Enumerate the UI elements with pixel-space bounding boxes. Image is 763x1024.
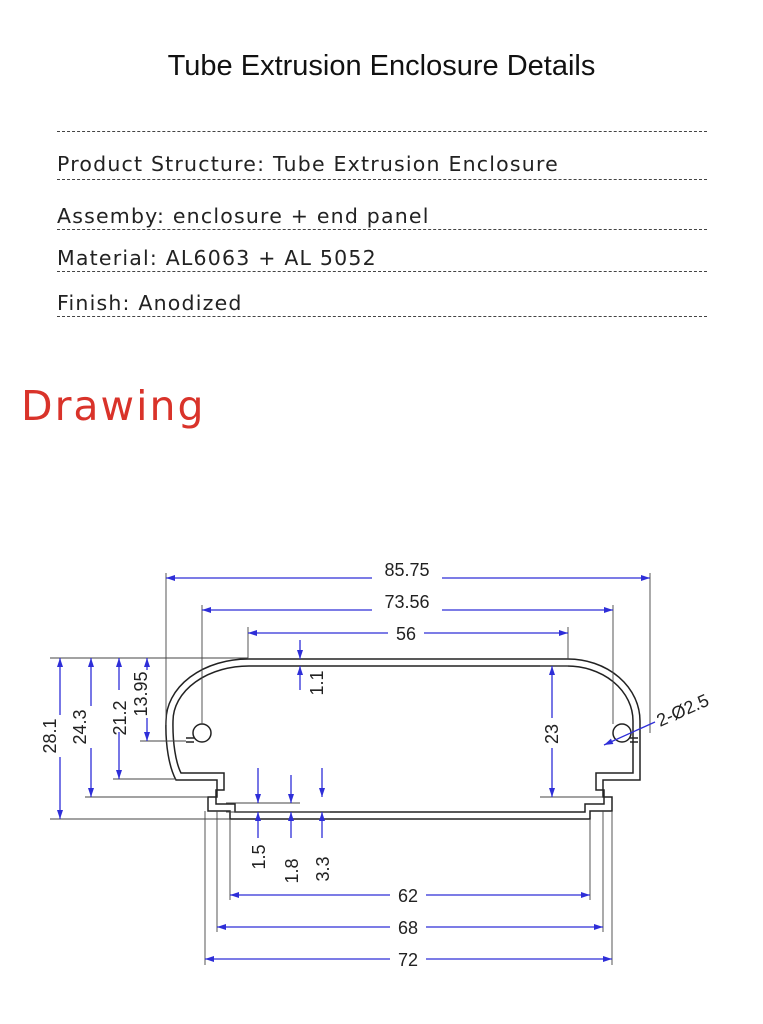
dim-slot-3-3: 3.3 bbox=[313, 856, 333, 882]
technical-drawing bbox=[0, 520, 763, 980]
dim-overall-width: 85.75 bbox=[384, 560, 430, 580]
spec-structure: Product Structure: Tube Extrusion Enclosure bbox=[57, 152, 559, 176]
divider bbox=[57, 131, 707, 132]
screw-hole-left bbox=[193, 724, 211, 742]
dim-bottom-inner: 62 bbox=[397, 886, 419, 906]
dim-inner-width: 73.56 bbox=[384, 592, 430, 612]
dim-screw-holes: 2-Ø2.5 bbox=[653, 690, 712, 731]
drawing-heading: Drawing bbox=[21, 382, 206, 430]
dim-slot-1-5: 1.5 bbox=[249, 844, 269, 870]
dimension-labels bbox=[40, 560, 712, 971]
divider bbox=[57, 229, 707, 230]
dim-height-13-95: 13.95 bbox=[131, 671, 151, 717]
divider bbox=[57, 179, 707, 180]
dim-inner-height: 23 bbox=[542, 723, 562, 745]
divider bbox=[57, 271, 707, 272]
spec-material: Material: AL6063 + AL 5052 bbox=[57, 246, 377, 270]
enclosure-profile bbox=[166, 659, 640, 819]
dim-slot-1-8: 1.8 bbox=[282, 858, 302, 884]
dim-bottom-outer: 72 bbox=[397, 950, 419, 970]
dim-flat-top: 56 bbox=[395, 624, 417, 644]
page-title: Tube Extrusion Enclosure Details bbox=[167, 50, 596, 82]
dim-wall-top: 1.1 bbox=[307, 670, 327, 696]
dim-height-24-3: 24.3 bbox=[70, 709, 90, 745]
dim-bottom-mid: 68 bbox=[397, 918, 419, 938]
dim-height-21-2: 21.2 bbox=[110, 700, 130, 736]
dimension-lines bbox=[60, 578, 655, 959]
divider bbox=[57, 316, 707, 317]
spec-assembly: Assemby: enclosure + end panel bbox=[57, 204, 430, 228]
spec-finish: Finish: Anodized bbox=[57, 291, 243, 315]
extension-lines bbox=[50, 573, 650, 965]
dim-overall-height: 28.1 bbox=[40, 718, 60, 754]
